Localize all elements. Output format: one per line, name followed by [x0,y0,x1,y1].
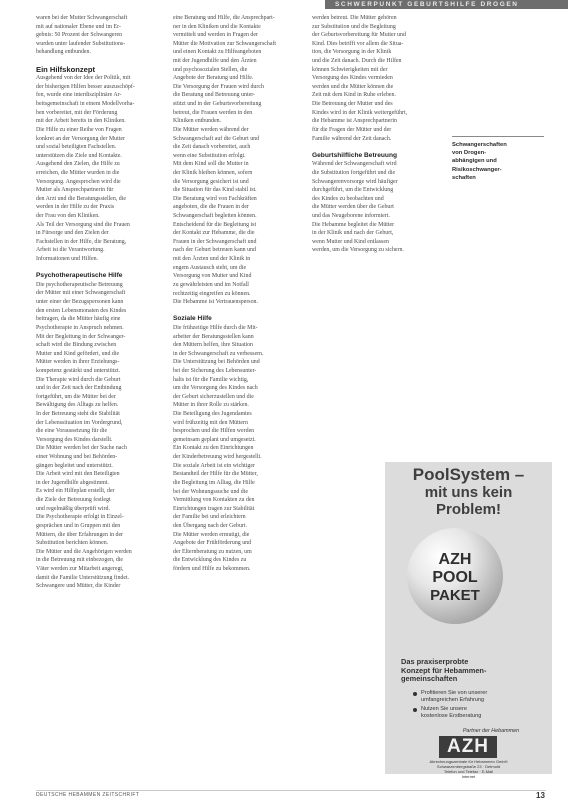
text-line: Kliniken entbunden. [173,118,222,125]
text-line: kompetenz gestärkt und unterstützt. [36,367,121,374]
text-line: Angebote der Beratung und Hilfe. [173,75,254,82]
text-line: Die Beteiligung des Jugendamtes [173,411,252,418]
body-paragraph [36,548,140,591]
text-line: waren bei der Mutter Schwangerschaft [36,15,128,21]
footer-journal-name: DEUTSCHE HEBAMMEN ZEITSCHRIFT [36,792,140,798]
text-line: Schwangere und Mütter, die Kinder [36,583,121,590]
text-line: Kind. Dies betrifft vor allem die Situa- [312,40,404,47]
text-line: beitsgemeinschaft in einem Modellvorha- [36,101,135,108]
text-line: Die Hilfe zu einer Reihe von Fragen [36,126,122,133]
body-paragraph [36,281,140,548]
text-line: Mit dem Kind soll die Mutter in [173,161,249,168]
text-line: nach der Geburt betreuen kann und [173,247,256,254]
text-line: die Zeit danach vorbereitet, auch [173,144,251,151]
text-line: die Versorgung gesichert ist und [173,178,249,185]
text-line: Die Beratung wird von Fachkräften [173,195,257,202]
text-line: Frauen in der Schwangerschaft und [173,238,257,245]
text-line: den Übergang nach der Geburt. [173,522,247,529]
ad-contact-line: Internet [461,774,476,779]
section-heading: Psychotherapeutische Hilfe [36,272,123,280]
text-line: Versorgung. Angesprochen wird die [36,178,121,185]
text-line: werden betreut. Die Mütter gehören [312,15,397,21]
text-line: ner in den Kliniken und die Kontakte [173,23,261,30]
body-paragraph [173,462,277,574]
body-paragraph [173,14,277,83]
body-paragraph [173,221,277,307]
text-line: Substitution berichten können. [36,540,109,547]
text-line: werden und die Mütter können die [312,83,394,90]
text-line: der Frau von den Kliniken. [36,213,100,219]
text-line: und einen Kontakt zu Hilfeangeboten [173,49,262,56]
text-line: Mutter und Kind gefördert, und die [36,350,120,357]
text-line: die Hebamme ist Ansprechpartnerin [312,118,397,125]
text-line: rechtzeitig eingreifen zu können. [173,290,251,297]
ad-bullet-line: umfangreichen Erfahrung [421,697,485,703]
text-line: den Müttern helfen, ihre Situation [173,342,253,349]
text-line: der Klinik bleiben können, sofern [173,169,253,176]
text-line: Die Mütter und die Angehörigen werden [36,548,132,555]
ball-text-line-1: AZH [438,551,472,568]
text-line: mit auf nationaler Ebene und im Er- [36,23,121,30]
ad-contact-info [389,759,548,779]
ad-lead-text [401,658,549,684]
text-line: beitragen, da die Mütter häufig eine [36,316,121,323]
text-line: die eine Voraussetzung für die [36,428,108,435]
text-line: Als Teil der Versorgung sind die Frauen [36,221,130,228]
text-line: bei der Wohnungssuche und die [173,488,248,495]
text-line: in der Schwangerschaft zu verbessern. [173,350,264,357]
text-line: und das Neugeborene informiert. [312,213,390,219]
text-line: Entscheidend für die Begleitung ist [173,221,257,228]
azh-logo: AZH [439,736,497,758]
text-line: Väter werden zur Mitarbeit angeregt, [36,565,124,572]
text-line: Die Psychotherapie erfolgt in Einzel- [36,514,124,521]
ad-title-line-1: PoolSystem – [412,465,525,484]
ad-bullet-item [413,706,549,720]
body-paragraph [312,14,416,143]
text-line: in der Jugendhilfe abgestimmt. [36,479,109,486]
section-heading: Soziale Hilfe [173,315,212,323]
text-line: Die Arbeit wird mit den Beteiligten [36,471,120,478]
text-line: Schwangerschaft auf die Geburt und [173,135,260,142]
text-line: vermittelt und werden in Fragen der [173,32,258,39]
text-line: der Kontakt zur Hebamme, die die [173,230,255,237]
ad-bullet-line: kostenlose Erstberatung [421,713,482,720]
text-line: bei der Sicherung des Lebensunter- [173,367,257,374]
body-paragraph [36,160,140,263]
text-line: behandlung entbunden. [36,49,91,56]
text-line: der Mütter mit einer Schwangerschaft [36,290,126,297]
text-line: werden, um die Versorgung zu sichern. [312,247,404,254]
ad-contact-line: Schwarzenbergstraße 23 · Detmold [436,764,501,769]
text-line: in der Klinik und nach der Geburt, [312,230,394,237]
text-line: gängen begleitet und unterstützt. [36,462,113,469]
text-line: die Beratung und Betreuung unter- [173,92,255,99]
body-paragraph [36,74,140,160]
ad-bullet-line: Nutzen Sie unsere [421,706,468,713]
text-line: einer Wohnung und bei Behörden- [36,454,118,461]
text-line: der Familie bei und erleichtern [173,514,246,521]
text-line: Mit der Begleitung in der Schwanger- [36,333,126,340]
text-line: mit der Jugendhilfe und den Ärzten [173,58,257,65]
text-line: mit den Ärzten und der Klinik in [173,256,251,263]
text-line: den ersten Lebensmonaten des Kindes [36,307,127,314]
text-line: die Substitution fortgeführt und die [312,169,396,176]
section-heading: Ein Hilfskonzept [36,64,96,74]
section-heading: Geburtshilfliche Betreuung [312,151,397,159]
text-line: und regelmäßig überprüft wird. [36,505,110,512]
text-line: gesprächen und in Gruppen mit den [36,522,121,529]
sidebar-caption-line: abhängigen und [452,158,497,165]
text-line: betreut, die Frauen werden in den [173,109,253,116]
text-line: gebnis: 50 Prozent der Schwangeren [36,32,123,39]
text-line: der Lebenssituation im Vordergrund, [36,419,123,426]
text-line: Die soziale Arbeit ist ein wichtiger [173,462,255,469]
ad-lead-line: Konzept für Hebammen- [401,665,487,675]
text-line: der Kinderbetreuung wird hergestellt. [173,454,262,461]
section-header-band: SCHWERPUNKT GEBURTSHILFE DROGEN [325,0,568,9]
footer-rule [36,790,546,791]
ad-lead-line: Das praxiserprobte [401,657,469,666]
text-line: Zeit mit dem Kind in Ruhe erleben. [312,92,396,99]
text-line: Ausgehend von der Idee der Politik, mit [36,75,131,82]
text-line: fen, wurde eine interdisziplinäre Ar- [36,92,122,99]
text-line: Mütter die Motivation zur Schwangerschaft [173,40,277,47]
text-line: Mütter werden in ihrer Erziehungs- [36,359,120,366]
text-line: Schwangerenvorsorge wird häufiger [312,178,398,185]
text-line: Bewältigung des Alltags zu helfen. [36,402,119,409]
text-line: stützt und in der Geburtsvorbereitung [173,101,262,108]
text-line: fortgeführt, um die Mütter bei der [36,393,116,400]
text-line: Die Mütter werden während der [173,126,249,133]
ad-title-line-3: Problem! [435,501,501,518]
ad-lead-line: gemeinschaften [401,674,458,684]
body-paragraph [173,324,277,462]
text-line: besprochen und die Hilfen werden [173,428,255,435]
text-line: Ein Kontakt zu den Einrichtungen [173,445,254,452]
text-line: Die frühzeitige Hilfe durch die Mit- [173,324,258,331]
text-line: Psychotherapie in Anspruch nehmen. [36,324,124,331]
text-line: tion, die Versorgung in der Klinik [312,49,392,56]
ad-bullet-line: Profitieren Sie von unserer [421,690,488,696]
text-line: in Fürsorge und den Zielen der [36,230,109,237]
sidebar-caption-line: Schwangerschaften [452,142,507,148]
text-line: Die Hebamme ist Vertrauensperson. [173,299,258,306]
text-line: der bisherigen Hilfen besser auszuschöpf- [36,83,135,90]
text-column-1 [36,14,140,794]
page-number: 13 [536,791,545,800]
text-line: Schwangerschaft begleiten können. [173,213,257,220]
body-paragraph [173,126,277,221]
text-line: Mütter in ihrer Rolle zu stärken. [173,402,249,409]
text-line: eine Beratung und Hilfe, die Ansprechpart- [173,15,275,21]
sidebar-caption-line: Risikoschwanger- [452,166,502,173]
text-line: arbeiter der Beratungsstellen kann [173,333,254,340]
text-line: Familie während der Zeit danach. [312,135,392,142]
text-line: halts ist für die Familie wichtig, [173,376,249,383]
text-line: ben vorbereitet, mit der Förderung [36,109,118,116]
text-line: Die Therapie wird durch die Geburt [36,376,121,383]
body-paragraph [173,83,277,126]
sidebar-caption [452,136,544,182]
text-line: wurden unter laufender Substitutions- [36,40,126,47]
text-line: der Geburtsvorbereitung für Mutter und [312,32,406,39]
body-paragraph [312,160,416,255]
poolsystem-advertisement [385,462,552,779]
text-line: den Arzt und die Beratungsstellen, die [36,195,126,202]
text-line: Kindes wird in der Klinik weitergeführt, [312,109,408,116]
text-line: der Elternberatung zu nutzen, um [173,548,252,555]
sidebar-caption-line: von Drogen- [452,150,487,157]
text-line: werden in der Hilfe zu der Praxis [36,204,115,211]
text-line: zu gewährleisten und im Notfall [173,281,249,288]
text-line: erreichen, die Mütter wurden in die [36,169,120,176]
text-line: damit die Familie Unterstützung findet. [36,574,130,581]
text-line: durchgeführt, um die Entwicklung [312,187,394,194]
ad-bullet-item [413,690,549,704]
text-line: Versorgung des Kindes vermieden [312,75,393,82]
text-line: und die Zeit danach. Durch die Hilfen [312,58,402,65]
text-column-3 [312,14,416,359]
ball-text-line-3: PAKET [430,587,480,604]
text-line: Vermittlung von Kontakten zu den [173,497,255,504]
text-line: die Entwicklung des Kindes zu [173,557,247,564]
text-line: Arbeit ist die Verantwortung. [36,247,105,254]
text-line: Informationen und Hilfen. [36,256,98,263]
text-line: um die Versorgung des Kindes nach [173,385,258,392]
text-column-2 [173,14,277,794]
text-line: Die Unterstützung bei Behörden und [173,359,260,366]
text-line: Bestandteil der Hilfe für die Mütter, [173,471,258,478]
text-line: Angebote der Frühförderung und [173,540,252,547]
text-line: Die Mütter werden bei der Suche nach [36,445,127,452]
text-line: Die Betreuung der Mutter und des [312,101,393,108]
text-line: Ausgehend den Zielen, die Hilfe zu [36,161,120,168]
text-line: Es wird ein Hilfeplan erstellt, der [36,488,115,495]
text-line: Die Mütter werden ermutigt, die [173,531,250,538]
text-line: Die Hebamme begleitet die Mütter [312,221,395,228]
text-line: unter einer der Bezugspersonen kann [36,299,124,306]
text-line: des Kindes zu beobachten und [312,195,384,202]
text-line: wenn eine Substitution erfolgt. [173,152,246,159]
text-line: die Mütter werden über die Geburt [312,204,394,211]
text-line: können Schwierigkeiten mit der [312,66,388,73]
ad-contact-line: Telefon und Telefax · E-Mail [443,769,494,774]
text-line: Fachstellen in der Hilfe, die Beratung, [36,238,127,245]
text-line: mit der Arbeit bereits in den Kliniken. [36,118,126,125]
text-line: In der Betreuung steht die Stabilität [36,411,120,417]
text-line: und sozial beteiligten Fachstellen. [36,144,117,151]
text-line: unterstützen die Ziele und Kontakte. [36,152,122,159]
ad-contact-line: Abrechnungszentrale für Hebammen GmbH [429,759,508,764]
sidebar-caption-line: schaften [452,174,476,181]
text-line: Einrichtungen tragen zur Stabilität [173,505,255,512]
text-line: und in der Zeit nach der Entbindung [36,385,122,392]
text-line: Mutter als Ansprechpartnerin für [36,187,114,194]
text-line: Müttern, die über Erfahrungen in der [36,531,124,538]
text-line: wird frühzeitig mit den Müttern [173,419,248,426]
text-line: die Begleitung im Alltag, die Hilfe [173,479,255,486]
text-line: der Geburt sicherzustellen und die [173,393,254,400]
ad-title-line-2: mit uns kein [424,484,513,501]
text-line: die Situation für das Kind stabil ist. [173,187,257,194]
ad-bullet-list [413,690,549,723]
body-paragraph [36,14,140,57]
text-line: in die Betreuung mit einbezogen, die [36,557,124,564]
text-line: Die Versorgung der Frauen wird durch [173,83,264,90]
text-line: wenn Mutter und Kind entlassen [312,238,389,245]
text-line: für die Fragen der Mütter und der [312,126,392,133]
text-line: fördern und Hilfe zu bekommen. [173,565,251,572]
text-line: und psychosozialen Stellen, die [173,66,248,73]
text-line: Die psychotherapeutische Betreuung [36,281,123,288]
text-line: Versorgung des Kindes darstellt. [36,436,113,443]
text-line: zur Substitution und die Begleitung [312,23,396,30]
text-line: schaft wird die Bindung zwischen [36,342,117,349]
ad-partner-tagline: Partner der Hebammen [462,728,520,734]
text-line: Versorgung von Mutter und Kind [173,273,252,280]
text-line: Während der Schwangerschaft wird [312,161,397,168]
ball-text-line-2: POOL [432,569,478,586]
text-line: angeboten, die die Frauen in der [173,204,249,211]
text-line: konkret an der Versorgung der Mutter [36,135,125,142]
text-line: die Ziele der Betreuung festlegt [36,497,111,504]
text-line: gemeinsam geplant und umgesetzt. [173,436,256,443]
text-line: engem Austausch steht, um die [173,264,247,271]
